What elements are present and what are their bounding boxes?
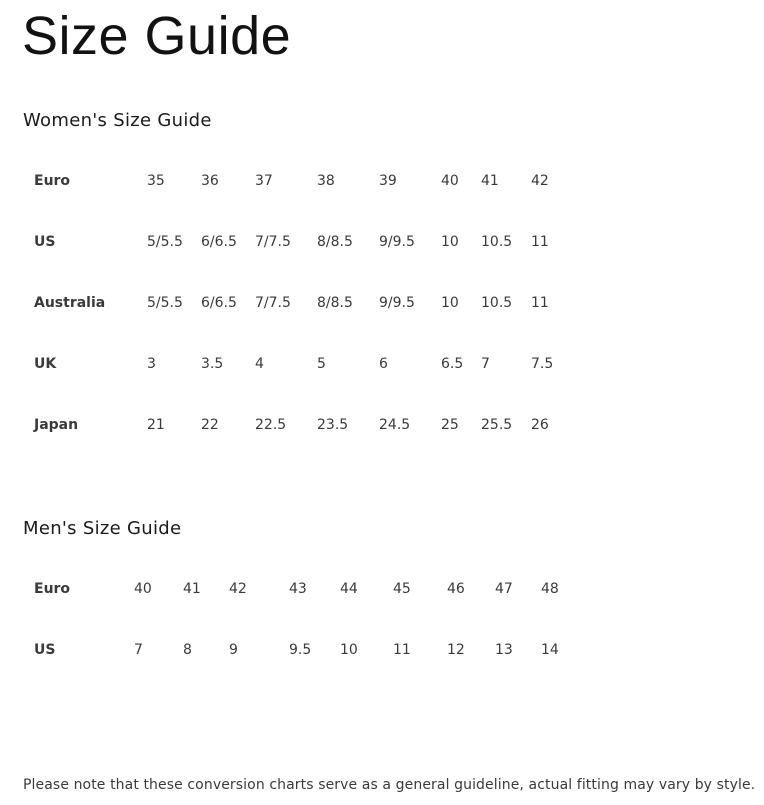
table-cell: 40 [134, 580, 152, 597]
table-cell: 7/7.5 [255, 294, 291, 311]
table-cell: 43 [289, 580, 307, 597]
table-cell: 7/7.5 [255, 233, 291, 250]
table-cell: 35 [147, 172, 165, 189]
table-row [34, 150, 571, 211]
disclaimer-note: Please note that these conversion charts serve as a general guideline, actual fitting may vary by style. [23, 777, 756, 793]
table-cell: 8/8.5 [317, 233, 353, 250]
table-cell: 24.5 [379, 416, 411, 433]
table-cell: 3.5 [201, 355, 224, 372]
table-row [34, 272, 571, 333]
table-row [34, 333, 571, 394]
table-cell: 26 [531, 416, 549, 433]
table-row [34, 211, 571, 272]
table-cell: 44 [340, 580, 358, 597]
table-cell: 21 [147, 416, 165, 433]
table-cell: 9.5 [289, 641, 312, 658]
table-cell: 25 [441, 416, 459, 433]
table-cell: 13 [495, 641, 513, 658]
table-cell: 48 [541, 580, 559, 597]
table-cell: 41 [481, 172, 499, 189]
womens-size-table [34, 150, 571, 455]
table-cell: 12 [447, 641, 465, 658]
table-cell: 5/5.5 [147, 233, 183, 250]
table-cell: 10 [441, 294, 459, 311]
row-label-euro: Euro [34, 580, 71, 597]
table-cell: 5/5.5 [147, 294, 183, 311]
table-cell: 9 [229, 641, 238, 658]
row-label-australia: Australia [34, 294, 106, 311]
table-cell: 42 [229, 580, 247, 597]
row-label-euro: Euro [34, 172, 71, 189]
table-cell: 22 [201, 416, 219, 433]
table-cell: 42 [531, 172, 549, 189]
table-row [34, 558, 581, 619]
row-label-uk: UK [34, 355, 57, 372]
table-cell: 11 [531, 294, 549, 311]
table-cell: 22.5 [255, 416, 287, 433]
table-cell: 6.5 [441, 355, 464, 372]
table-cell: 10 [441, 233, 459, 250]
table-cell: 6 [379, 355, 388, 372]
table-cell: 10 [340, 641, 358, 658]
table-cell: 41 [183, 580, 201, 597]
table-cell: 47 [495, 580, 513, 597]
table-cell: 25.5 [481, 416, 513, 433]
table-cell: 4 [255, 355, 264, 372]
row-label-us: US [34, 641, 56, 658]
table-cell: 9/9.5 [379, 294, 415, 311]
table-cell: 6/6.5 [201, 233, 237, 250]
table-cell: 14 [541, 641, 559, 658]
row-label-us: US [34, 233, 56, 250]
table-cell: 8 [183, 641, 192, 658]
table-cell: 36 [201, 172, 219, 189]
table-cell: 9/9.5 [379, 233, 415, 250]
table-cell: 39 [379, 172, 397, 189]
table-cell: 8/8.5 [317, 294, 353, 311]
table-cell: 38 [317, 172, 335, 189]
table-cell: 11 [531, 233, 549, 250]
table-cell: 46 [447, 580, 465, 597]
table-cell: 45 [393, 580, 411, 597]
table-cell: 11 [393, 641, 411, 658]
womens-size-guide-title: Women's Size Guide [23, 110, 212, 131]
table-cell: 37 [255, 172, 273, 189]
mens-size-guide-title: Men's Size Guide [23, 518, 182, 539]
table-row [34, 619, 581, 680]
table-cell: 7.5 [531, 355, 554, 372]
row-label-japan: Japan [34, 416, 79, 433]
mens-size-table [34, 558, 581, 680]
table-cell: 10.5 [481, 233, 513, 250]
table-cell: 10.5 [481, 294, 513, 311]
table-cell: 40 [441, 172, 459, 189]
page-title: Size Guide [22, 6, 292, 66]
table-row [34, 394, 571, 455]
table-cell: 7 [134, 641, 143, 658]
table-cell: 6/6.5 [201, 294, 237, 311]
table-cell: 3 [147, 355, 156, 372]
table-cell: 23.5 [317, 416, 349, 433]
table-cell: 7 [481, 355, 490, 372]
table-cell: 5 [317, 355, 326, 372]
